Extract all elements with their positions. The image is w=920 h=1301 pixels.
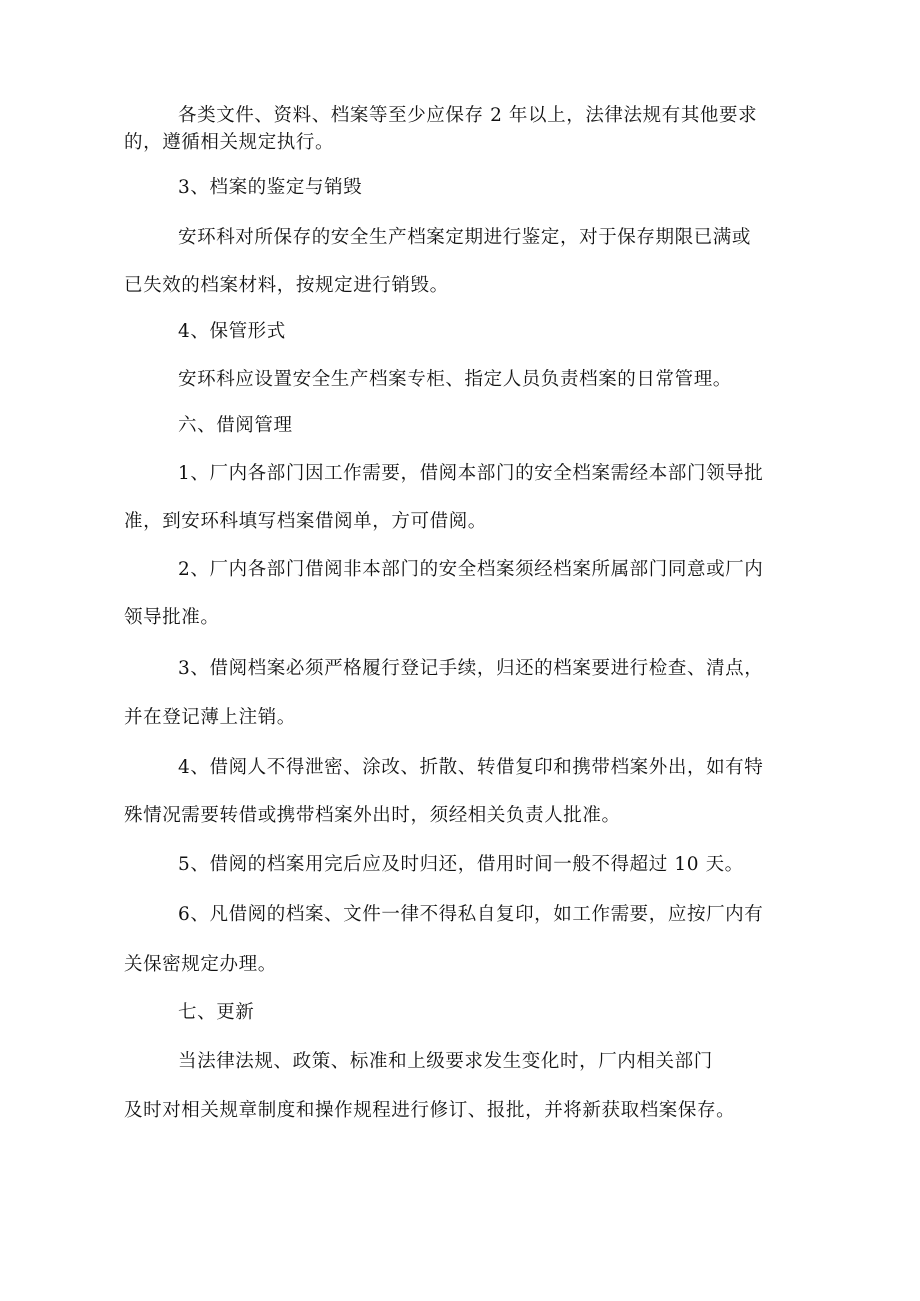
section-heading: 4、保管形式 [178,321,286,342]
paragraph-line: 安环科应设置安全生产档案专柜、指定人员负责档案的日常管理。 [178,369,732,390]
paragraph-line: 6、凡借阅的档案、文件一律不得私自复印，如工作需要，应按厂内有 [178,904,764,925]
chapter-heading: 七、更新 [178,1002,255,1023]
paragraph-line: 5、借阅的档案用完后应及时归还，借用时间一般不得超过 10 天。 [178,854,744,875]
paragraph-line: 2、厂内各部门借阅非本部门的安全档案须经档案所属部门同意或厂内 [178,559,764,580]
paragraph-line: 殊情况需要转借或携带档案外出时，须经相关负责人批准。 [124,805,621,826]
paragraph-line: 并在登记薄上注销。 [124,707,296,728]
chapter-heading: 六、借阅管理 [178,415,293,436]
paragraph-line: 已失效的档案材料，按规定进行销毁。 [124,275,449,296]
paragraph-line: 3、借阅档案必须严格履行登记手续，归还的档案要进行检查、清点， [178,658,764,679]
paragraph-line: 准，到安环科填写档案借阅单，方可借阅。 [124,511,487,532]
section-heading: 3、档案的鉴定与销毁 [178,177,363,198]
paragraph-line: 安环科对所保存的安全生产档案定期进行鉴定，对于保存期限已满或 [178,227,752,248]
paragraph-line: 的，遵循相关规定执行。 [124,132,335,153]
paragraph-line: 4、借阅人不得泄密、涂改、折散、转借复印和携带档案外出，如有特 [178,757,764,778]
paragraph-line: 1、厂内各部门因工作需要，借阅本部门的安全档案需经本部门领导批 [178,463,764,484]
paragraph-line: 当法律法规、政策、标准和上级要求发生变化时，厂内相关部门 [178,1051,713,1072]
paragraph-line: 关保密规定办理。 [124,954,277,975]
paragraph-line: 各类文件、资料、档案等至少应保存 2 年以上，法律法规有其他要求 [178,105,758,126]
paragraph-line: 及时对相关规章制度和操作规程进行修订、报批，并将新获取档案保存。 [124,1100,736,1121]
paragraph-line: 领导批准。 [124,607,220,628]
